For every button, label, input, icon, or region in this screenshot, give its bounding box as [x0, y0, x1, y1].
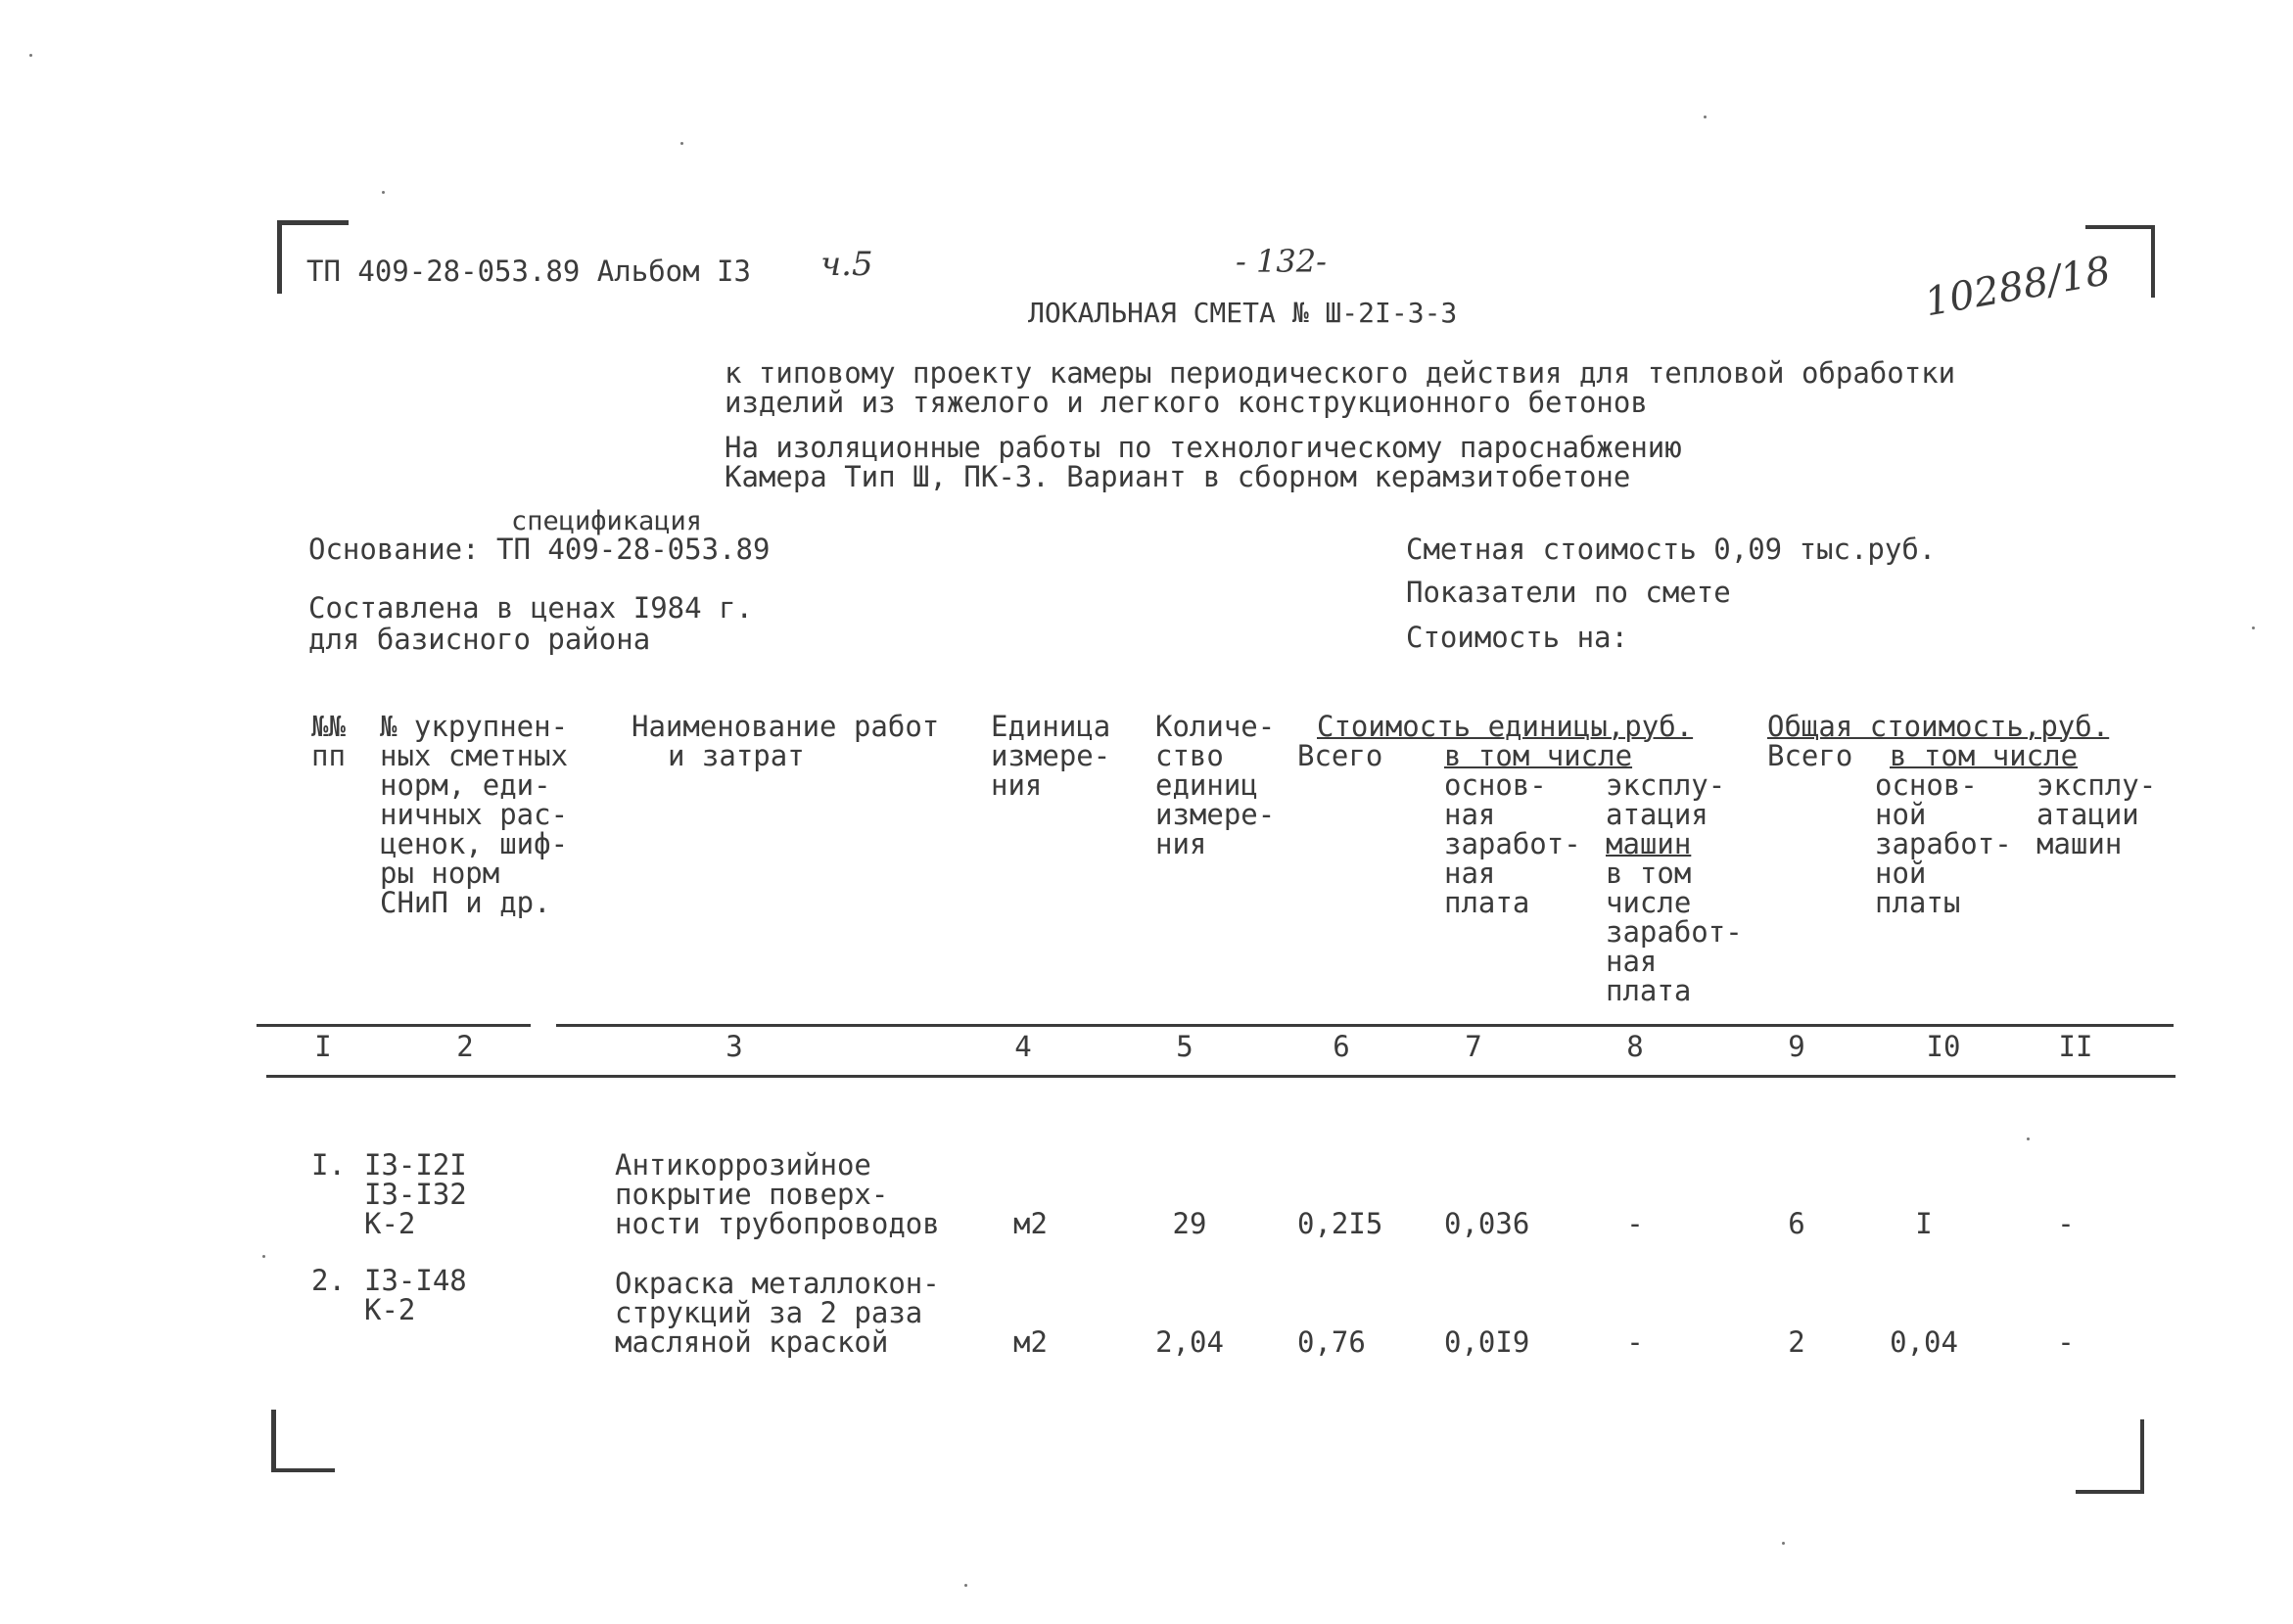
header-col2-line6: ры норм	[380, 857, 500, 890]
header-col5-line1: Количе-	[1155, 710, 1276, 743]
header-total-in-that: в том числе	[1890, 739, 2079, 772]
row-quantity: 2,04	[1155, 1325, 1224, 1359]
header-col2-line1: № укрупнен-	[380, 710, 569, 743]
header-col10-line2: ной	[1875, 798, 1927, 831]
row-code: К-2	[364, 1293, 416, 1326]
header-col8-line1: эксплу-	[1606, 768, 1726, 802]
page-number: - 132-	[1236, 243, 1327, 280]
subtitle-line-4: Камера Тип Ш, ПК-3. Вариант в сборном керамзитобетоне	[725, 460, 1631, 493]
header-unit-cost: Стоимость единицы,руб.	[1317, 710, 1694, 743]
column-number: I	[314, 1030, 332, 1063]
scan-speck	[2252, 626, 2255, 629]
header-col10-line5: платы	[1875, 886, 1961, 919]
row-name-line: ности трубопроводов	[615, 1207, 940, 1240]
row-unit-wage: 0,0I9	[1444, 1325, 1530, 1359]
row-name-line: масляной краской	[615, 1325, 889, 1359]
corner-bracket-bottom-left	[271, 1410, 335, 1472]
estimate-title: ЛОКАЛЬНАЯ СМЕТА № Ш-2I-3-3	[1028, 297, 1458, 329]
subtitle-line-3: На изоляционные работы по технологическому пароснабжению	[725, 431, 1682, 464]
header-col10-line4: ной	[1875, 857, 1927, 890]
header-col11-line1: эксплу-	[2036, 768, 2157, 802]
header-col9-total: Всего	[1767, 739, 1853, 772]
column-number: 7	[1465, 1030, 1482, 1063]
header-col4-line3: ния	[991, 768, 1043, 802]
row-name-line: Окраска металлокон-	[615, 1267, 940, 1300]
header-col11-line3: машин	[2036, 827, 2123, 860]
header-col7-line5: плата	[1444, 886, 1530, 919]
header-col11-line2: атации	[2036, 798, 2139, 831]
prices-line-2: для базисного района	[308, 623, 651, 656]
row-unit-total: 0,76	[1297, 1325, 1366, 1359]
header-col8-line6: заработ-	[1606, 915, 1743, 949]
header-col3-line2: и затрат	[668, 739, 805, 772]
prices-line-1: Составлена в ценах I984 г.	[308, 591, 753, 625]
corner-bracket-bottom-right	[2076, 1419, 2144, 1494]
header-col10-line3: заработ-	[1875, 827, 2012, 860]
row-total-wage: 0,04	[1890, 1325, 1958, 1359]
header-col8-line8: плата	[1606, 974, 1692, 1007]
scan-speck	[29, 54, 32, 57]
header-col2-line5: ценок, шиф-	[380, 827, 569, 860]
column-number: 5	[1176, 1030, 1193, 1063]
row-code: I3-I32	[364, 1178, 467, 1211]
column-number: 3	[725, 1030, 743, 1063]
basis-line: Основание: ТП 409-28-053.89	[308, 533, 771, 566]
scan-speck	[2027, 1137, 2030, 1140]
header-col8-line4: в том	[1606, 857, 1692, 890]
header-col7-line3: заработ-	[1444, 827, 1581, 860]
header-col6-total: Всего	[1297, 739, 1383, 772]
row-total-machine: -	[2057, 1207, 2075, 1240]
row-unit-wage: 0,036	[1444, 1207, 1530, 1240]
header-col7-line2: ная	[1444, 798, 1496, 831]
column-number: 2	[456, 1030, 474, 1063]
header-col5-line5: ния	[1155, 827, 1207, 860]
row-code: I3-I48	[364, 1264, 467, 1297]
row-total-wage: I	[1915, 1207, 1933, 1240]
column-number: I0	[1926, 1030, 1961, 1063]
header-col2-line2: ных сметных	[380, 739, 569, 772]
row-unit-machine: -	[1626, 1325, 1644, 1359]
row-unit-total: 0,2I5	[1297, 1207, 1383, 1240]
header-col5-line3: единиц	[1155, 768, 1258, 802]
table-rule-top-b	[556, 1024, 2174, 1027]
header-col7-line4: ная	[1444, 857, 1496, 890]
header-col8-line5: числе	[1606, 886, 1692, 919]
scan-speck	[680, 142, 683, 145]
column-number: 4	[1014, 1030, 1032, 1063]
column-number: 8	[1626, 1030, 1644, 1063]
inventory-number: 10288/18	[1921, 248, 2115, 326]
part-number: ч.5	[820, 245, 873, 284]
header-col2-line3: норм, еди-	[380, 768, 551, 802]
subtitle-line-2: изделий из тяжелого и легкого конструкционного бетонов	[725, 386, 1648, 419]
header-col2-line4: ничных рас-	[380, 798, 569, 831]
header-total-cost: Общая стоимость,руб.	[1767, 710, 2110, 743]
cost-for: Стоимость на:	[1406, 621, 1628, 654]
row-unit: м2	[1013, 1207, 1048, 1240]
specification-label: спецификация	[511, 506, 703, 536]
header-col10-line1: основ-	[1875, 768, 1978, 802]
header-col8-line7: ная	[1606, 945, 1658, 978]
estimated-cost: Сметная стоимость 0,09 тыс.руб.	[1406, 533, 1937, 566]
table-rule-top-a	[257, 1024, 531, 1027]
header-col4-line1: Единица	[991, 710, 1111, 743]
row-quantity: 29	[1172, 1207, 1207, 1240]
table-rule-bottom	[266, 1075, 2176, 1078]
row-name-line: покрытие поверх-	[615, 1178, 889, 1211]
header-col3-line1: Наименование работ	[632, 710, 940, 743]
header-col8-line3: машин	[1606, 827, 1692, 860]
scan-speck	[1782, 1542, 1785, 1545]
row-number: I.	[311, 1148, 346, 1182]
column-number: II	[2058, 1030, 2093, 1063]
header-col4-line2: измере-	[991, 739, 1111, 772]
row-name-line: Антикоррозийное	[615, 1148, 871, 1182]
row-unit-machine: -	[1626, 1207, 1644, 1240]
row-total: 6	[1788, 1207, 1805, 1240]
estimate-indicators: Показатели по смете	[1406, 576, 1731, 609]
scan-speck	[382, 191, 385, 194]
column-number: 6	[1333, 1030, 1350, 1063]
header-col1-line2: пп	[311, 739, 346, 772]
header-col5-line2: ство	[1155, 739, 1224, 772]
header-col1-line1: №№	[311, 710, 346, 743]
subtitle-line-1: к типовому проекту камеры периодического действия для тепловой обработки	[725, 356, 1956, 390]
row-total-machine: -	[2057, 1325, 2075, 1359]
column-number: 9	[1788, 1030, 1805, 1063]
header-col5-line4: измере-	[1155, 798, 1276, 831]
header-col8-line2: атация	[1606, 798, 1708, 831]
header-col7-line1: основ-	[1444, 768, 1547, 802]
header-col2-line7: СНиП и др.	[380, 886, 551, 919]
row-code: I3-I2I	[364, 1148, 467, 1182]
row-name-line: струкций за 2 раза	[615, 1296, 923, 1329]
row-total: 2	[1788, 1325, 1805, 1359]
header-unit-in-that: в том числе	[1444, 739, 1633, 772]
row-code: К-2	[364, 1207, 416, 1240]
scan-speck	[262, 1255, 265, 1258]
row-unit: м2	[1013, 1325, 1048, 1359]
row-number: 2.	[311, 1264, 346, 1297]
scan-speck	[1704, 116, 1707, 118]
scan-speck	[964, 1584, 967, 1587]
doc-reference: ТП 409-28-053.89 Альбом I3	[306, 255, 751, 288]
